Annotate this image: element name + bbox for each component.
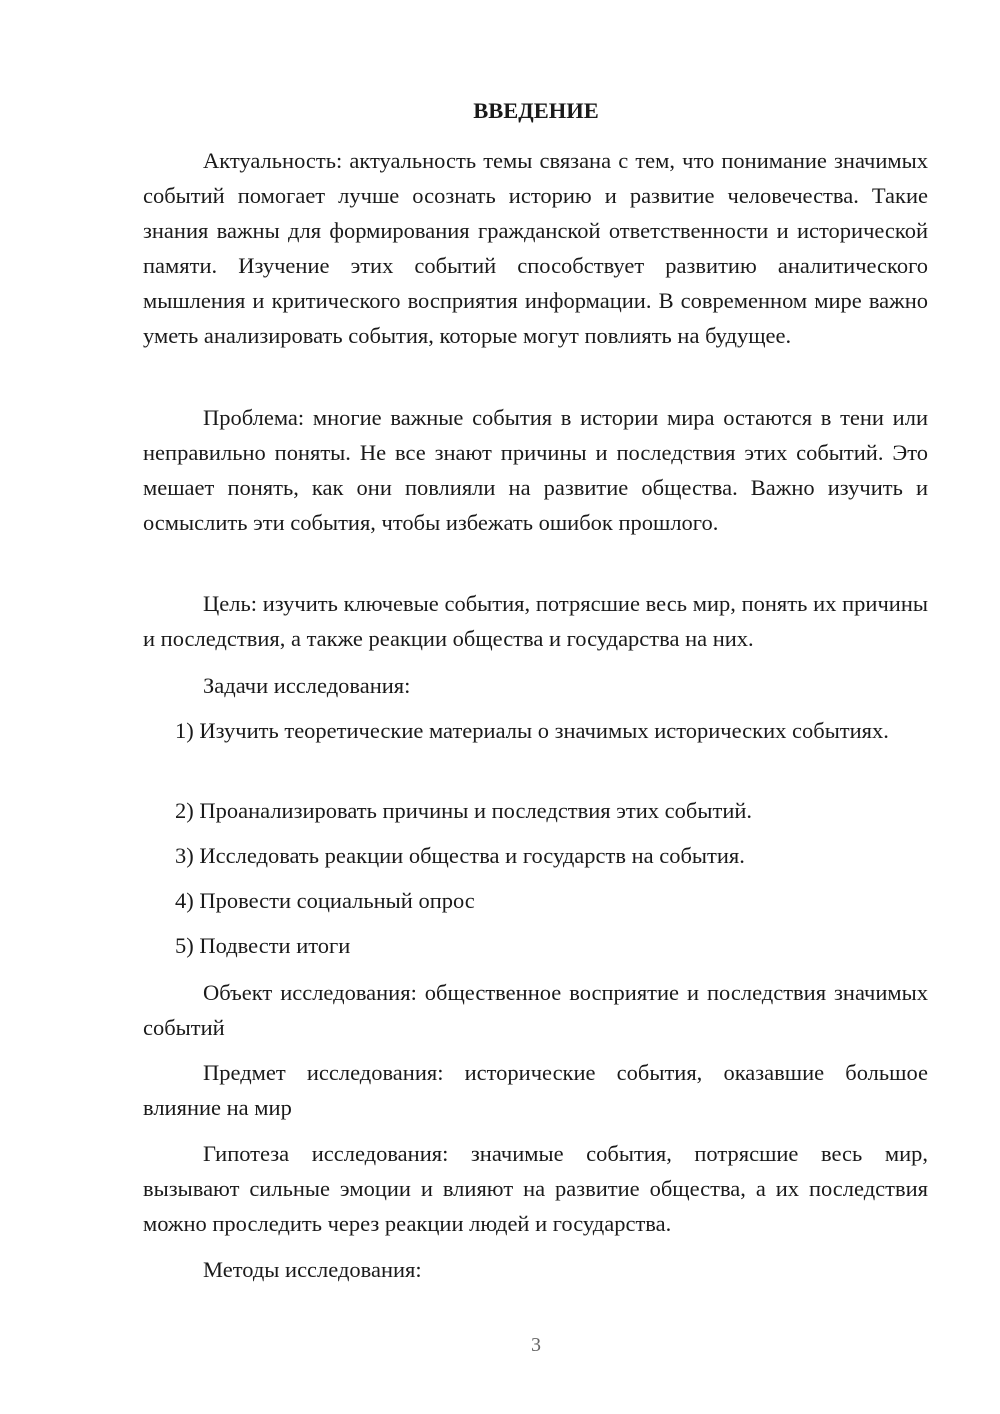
object-paragraph: Объект исследования: общественное восприятие и последствия значимых событий <box>143 980 928 1040</box>
section-heading: ВВЕДЕНИЕ <box>473 98 599 123</box>
task-item-2: 2) Проанализировать причины и последствия этих событий. <box>175 798 753 823</box>
task-item-3: 3) Исследовать реакции общества и государств на события. <box>175 843 745 868</box>
subject-paragraph: Предмет исследования: исторические события, оказавшие большое влияние на мир <box>143 1060 928 1120</box>
tasks-heading: Задачи исследования: <box>203 673 411 698</box>
problem-paragraph: Проблема: многие важные события в истории мира остаются в тени или неправильно поняты. Не все знают причины и последствия этих событий. Это мешает понять, как они повлияли на развитие общества. Важно изучить и осмыслить эти события, чтобы избежать ошибок прошлого. <box>143 405 928 535</box>
relevance-paragraph: Актуальность: актуальность темы связана с тем, что понимание значимых событий помогает лучше осознать историю и развитие человечества. Такие знания важны для формирования гражданской ответственности и исторической памяти. Изучение этих событий способствует развитию аналитического мышления и критического восприятия информации. В современном мире важно уметь анализировать события, которые могут повлиять на будущее. <box>143 148 928 348</box>
task-item-5: 5) Подвести итоги <box>175 933 351 958</box>
goal-paragraph: Цель: изучить ключевые события, потрясшие весь мир, понять их причины и последствия, а также реакции общества и государства на них. <box>143 591 928 651</box>
page-number: 3 <box>531 1334 541 1356</box>
task-item-1: 1) Изучить теоретические материалы о значимых исторических событиях. <box>175 718 889 743</box>
methods-heading: Методы исследования: <box>203 1257 422 1282</box>
hypothesis-paragraph: Гипотеза исследования: значимые события, потрясшие весь мир, вызывают сильные эмоции и влияют на развитие общества, а их последствия можно проследить через реакции людей и государства. <box>143 1141 928 1236</box>
task-item-4: 4) Провести социальный опрос <box>175 888 475 913</box>
